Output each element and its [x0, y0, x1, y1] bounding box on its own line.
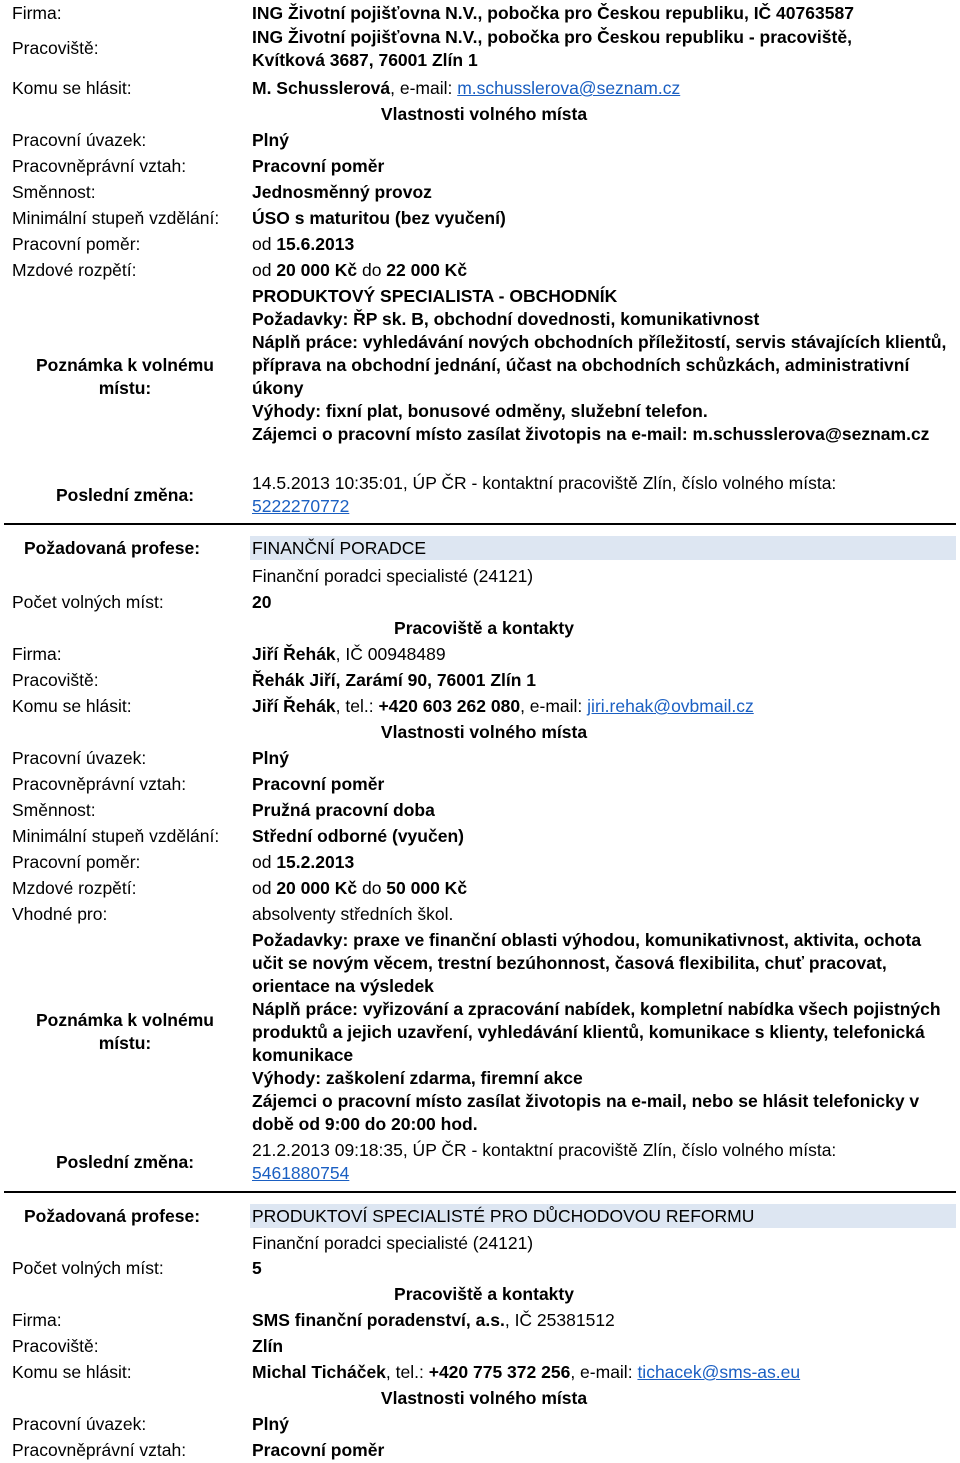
b2-poznamka-line: Zájemci o pracovní místo zasílat životopis na e-mail, nebo se hlásit telefonicky v době od 9:00 do 20:00 hod.: [252, 1091, 920, 1134]
b2-zmena-text-wrap: [252, 1139, 952, 1185]
b2-vzdelani-value: Střední odborné (vyučen): [252, 826, 464, 846]
b3-komu-name: Michal Ticháček: [252, 1362, 386, 1382]
b2-profese-sub: Finanční poradci specialisté (24121): [252, 566, 534, 586]
b1-pomer-value: 15.6.2013: [276, 234, 355, 254]
b3-firma-name: SMS finanční poradenství, a.s.: [252, 1310, 505, 1330]
b2-pomer-od: od: [252, 852, 277, 872]
b2-firma-value: [252, 643, 446, 666]
b1-firma-value: ING Životní pojišťovna N.V., pobočka pro Českou republiku, IČ 40763587: [252, 3, 854, 23]
b1-smennost-label: Směnnost:: [12, 182, 96, 202]
b2-poznamka-line: Výhody: zaškolení zdarma, firemní akce: [252, 1068, 583, 1088]
b2-kontakty-title: Pracoviště a kontakty: [394, 618, 574, 638]
b2-vztah-value: Pracovní poměr: [252, 774, 385, 794]
b2-vhodne-label: Vhodné pro:: [12, 904, 108, 924]
b2-firma-label: Firma:: [12, 644, 62, 664]
b1-pomer-label: Pracovní poměr:: [12, 234, 141, 254]
b1-mzda-label: Mzdové rozpětí:: [12, 260, 137, 280]
b1-vztah-value: Pracovní poměr: [252, 156, 385, 176]
b1-komu-label: Komu se hlásit:: [12, 78, 132, 98]
b1-poznamka-line: PRODUKTOVÝ SPECIALISTA - OBCHODNÍK: [252, 286, 618, 306]
b2-komu-email-link[interactable]: jiri.rehak@ovbmail.cz: [587, 696, 754, 716]
b2-zmena-number-link[interactable]: 5461880754: [252, 1163, 350, 1183]
b1-section-title: Vlastnosti volného místa: [380, 104, 588, 124]
b1-vztah-label: Pracovněprávní vztah:: [12, 156, 187, 176]
b3-firma-value: [252, 1309, 615, 1332]
b3-firma-ic: , IČ 25381512: [504, 1310, 615, 1330]
b2-poznamka-label: Poznámka k volnému místu:: [36, 1010, 214, 1053]
b1-pracoviste-line2: Kvítková 3687, 76001 Zlín 1: [252, 50, 478, 70]
b1-vzdelani-label: Minimální stupeň vzdělání:: [12, 208, 220, 228]
b1-vzdelani-value: ÚSO s maturitou (bez vyučení): [252, 208, 506, 228]
b1-pracoviste-line1: ING Životní pojišťovna N.V., pobočka pro Českou republiku - pracoviště,: [252, 27, 852, 47]
b2-mzda-max: 50 000 Kč: [386, 878, 468, 898]
b2-komu-mail-label: , e-mail:: [520, 696, 588, 716]
b3-komu-value: [252, 1361, 800, 1384]
separator: [4, 1191, 956, 1193]
b2-pomer-label: Pracovní poměr:: [12, 852, 141, 872]
b2-pracoviste-value: Řehák Jiří, Zarámí 90, 76001 Zlín 1: [252, 670, 537, 690]
b1-mzda-max: 22 000 Kč: [386, 260, 468, 280]
b2-zmena-label: Poslední změna:: [55, 1152, 195, 1172]
b3-pracoviste-label: Pracoviště:: [12, 1336, 99, 1356]
b3-komu-tel-label: , tel.:: [385, 1362, 429, 1382]
b2-mzda-od: od: [252, 878, 277, 898]
b2-poznamka-line: Požadavky: praxe ve finanční oblasti výhodou, komunikativnost, aktivita, ochota učit se novým věcem, trestní bezúhonnost, časová flexibilita, chuť pracovat, orientace na výsledek: [252, 930, 922, 996]
separator: [4, 523, 956, 525]
b2-firma-name: Jiří Řehák: [252, 644, 336, 664]
b2-pocet-value: 20: [252, 592, 272, 612]
b1-poznamka-line: Výhody: fixní plat, bonusové odměny, služební telefon.: [252, 401, 708, 421]
b3-profese-label: Požadovaná profese:: [24, 1206, 201, 1226]
b1-smennost-value: Jednosměnný provoz: [252, 182, 432, 202]
b1-pomer-od: od: [252, 234, 277, 254]
b2-mzda-value: [252, 877, 467, 900]
b1-poznamka-text: [252, 285, 952, 446]
b3-kontakty-title: Pracoviště a kontakty: [394, 1284, 574, 1304]
b2-vhodne-value: absolventy středních škol.: [252, 904, 454, 924]
b1-mzda-min: 20 000 Kč: [276, 260, 358, 280]
b1-mzda-od: od: [252, 260, 277, 280]
b3-pracoviste-value: Zlín: [252, 1336, 284, 1356]
b3-uvazek-value: Plný: [252, 1414, 289, 1434]
b2-mzda-label: Mzdové rozpětí:: [12, 878, 137, 898]
b1-komu-name: M. Schusslerová: [252, 78, 391, 98]
b1-poznamka-line: Požadavky: ŘP sk. B, obchodní dovednosti, komunikativnost: [252, 309, 760, 329]
b3-komu-label: Komu se hlásit:: [12, 1362, 132, 1382]
b1-uvazek-label: Pracovní úvazek:: [12, 130, 147, 150]
b1-poznamka-line: Náplň práce: vyhledávání nových obchodních příležitostí, servis stávajících klientů, příprava na obchodní jednání, účast na obchodních schůzkách, administrativní úkony: [252, 332, 947, 398]
b3-uvazek-label: Pracovní úvazek:: [12, 1414, 147, 1434]
b2-pomer-value: 15.2.2013: [276, 852, 355, 872]
b1-zmena-number-link[interactable]: 5222270772: [252, 496, 350, 516]
b1-mzda-do: do: [357, 260, 387, 280]
b2-smennost-label: Směnnost:: [12, 800, 96, 820]
b2-vztah-label: Pracovněprávní vztah:: [12, 774, 187, 794]
b1-komu-value: [252, 77, 680, 100]
b2-section-title: Vlastnosti volného místa: [380, 722, 588, 742]
b1-firma-label: Firma:: [12, 3, 62, 23]
b1-zmena-text-wrap: [252, 472, 952, 518]
b2-komu-tel-label: , tel.:: [335, 696, 379, 716]
b2-komu-value: [252, 695, 754, 718]
b2-pocet-label: Počet volných míst:: [12, 592, 164, 612]
b1-poznamka-label: Poznámka k volnému místu:: [36, 355, 214, 398]
b2-smennost-value: Pružná pracovní doba: [252, 800, 435, 820]
b2-komu-tel: +420 603 262 080: [378, 696, 521, 716]
b2-uvazek-label: Pracovní úvazek:: [12, 748, 147, 768]
b1-poznamka-line: Zájemci o pracovní místo zasílat životopis na e-mail: m.schusslerova@seznam.cz: [252, 424, 930, 444]
b2-komu-label: Komu se hlásit:: [12, 696, 132, 716]
b2-uvazek-value: Plný: [252, 748, 289, 768]
b1-komu-mid: , e-mail:: [390, 78, 458, 98]
b3-pocet-label: Počet volných míst:: [12, 1258, 164, 1278]
b3-firma-label: Firma:: [12, 1310, 62, 1330]
b3-komu-mail-label: , e-mail:: [570, 1362, 638, 1382]
b3-profese-sub: Finanční poradci specialisté (24121): [252, 1233, 534, 1253]
b2-profese-value: FINANČNÍ PORADCE: [252, 538, 427, 558]
b3-profese-value: PRODUKTOVÍ SPECIALISTÉ PRO DŮCHODOVOU REFORMU: [252, 1206, 755, 1226]
b1-pracoviste-label: Pracoviště:: [12, 38, 99, 58]
b2-profese-label: Požadovaná profese:: [24, 538, 201, 558]
b1-mzda-value: [252, 259, 467, 282]
b3-komu-tel: +420 775 372 256: [428, 1362, 571, 1382]
b2-vzdelani-label: Minimální stupeň vzdělání:: [12, 826, 220, 846]
b3-section-title: Vlastnosti volného místa: [380, 1388, 588, 1408]
b2-pomer-value-wrap: [252, 851, 354, 874]
b1-zmena-label: Poslední změna:: [55, 485, 195, 505]
b3-komu-email-link[interactable]: tichacek@sms-as.eu: [637, 1362, 801, 1382]
b1-zmena-text: 14.5.2013 10:35:01, ÚP ČR - kontaktní pracoviště Zlín, číslo volného místa:: [252, 473, 837, 493]
b2-pracoviste-label: Pracoviště:: [12, 670, 99, 690]
b2-zmena-text: 21.2.2013 09:18:35, ÚP ČR - kontaktní pracoviště Zlín, číslo volného místa:: [252, 1140, 837, 1160]
b2-mzda-min: 20 000 Kč: [276, 878, 358, 898]
b2-komu-name: Jiří Řehák: [252, 696, 336, 716]
b1-uvazek-value: Plný: [252, 130, 289, 150]
b2-poznamka-line: Náplň práce: vyřizování a zpracování nabídek, kompletní nabídka všech pojistných produktů a jejich uzavření, vyhledávání klientů, komunikace s klienty, telefonická komunikace: [252, 999, 941, 1065]
b3-pocet-value: 5: [252, 1258, 262, 1278]
b2-poznamka-text: [252, 929, 952, 1136]
b3-vztah-value: Pracovní poměr: [252, 1440, 385, 1460]
b2-mzda-do: do: [357, 878, 387, 898]
b1-komu-email-link[interactable]: m.schusslerova@seznam.cz: [457, 78, 681, 98]
b3-vztah-label: Pracovněprávní vztah:: [12, 1440, 187, 1460]
b1-pomer-value-wrap: [252, 233, 354, 256]
b2-firma-ic: , IČ 00948489: [335, 644, 446, 664]
